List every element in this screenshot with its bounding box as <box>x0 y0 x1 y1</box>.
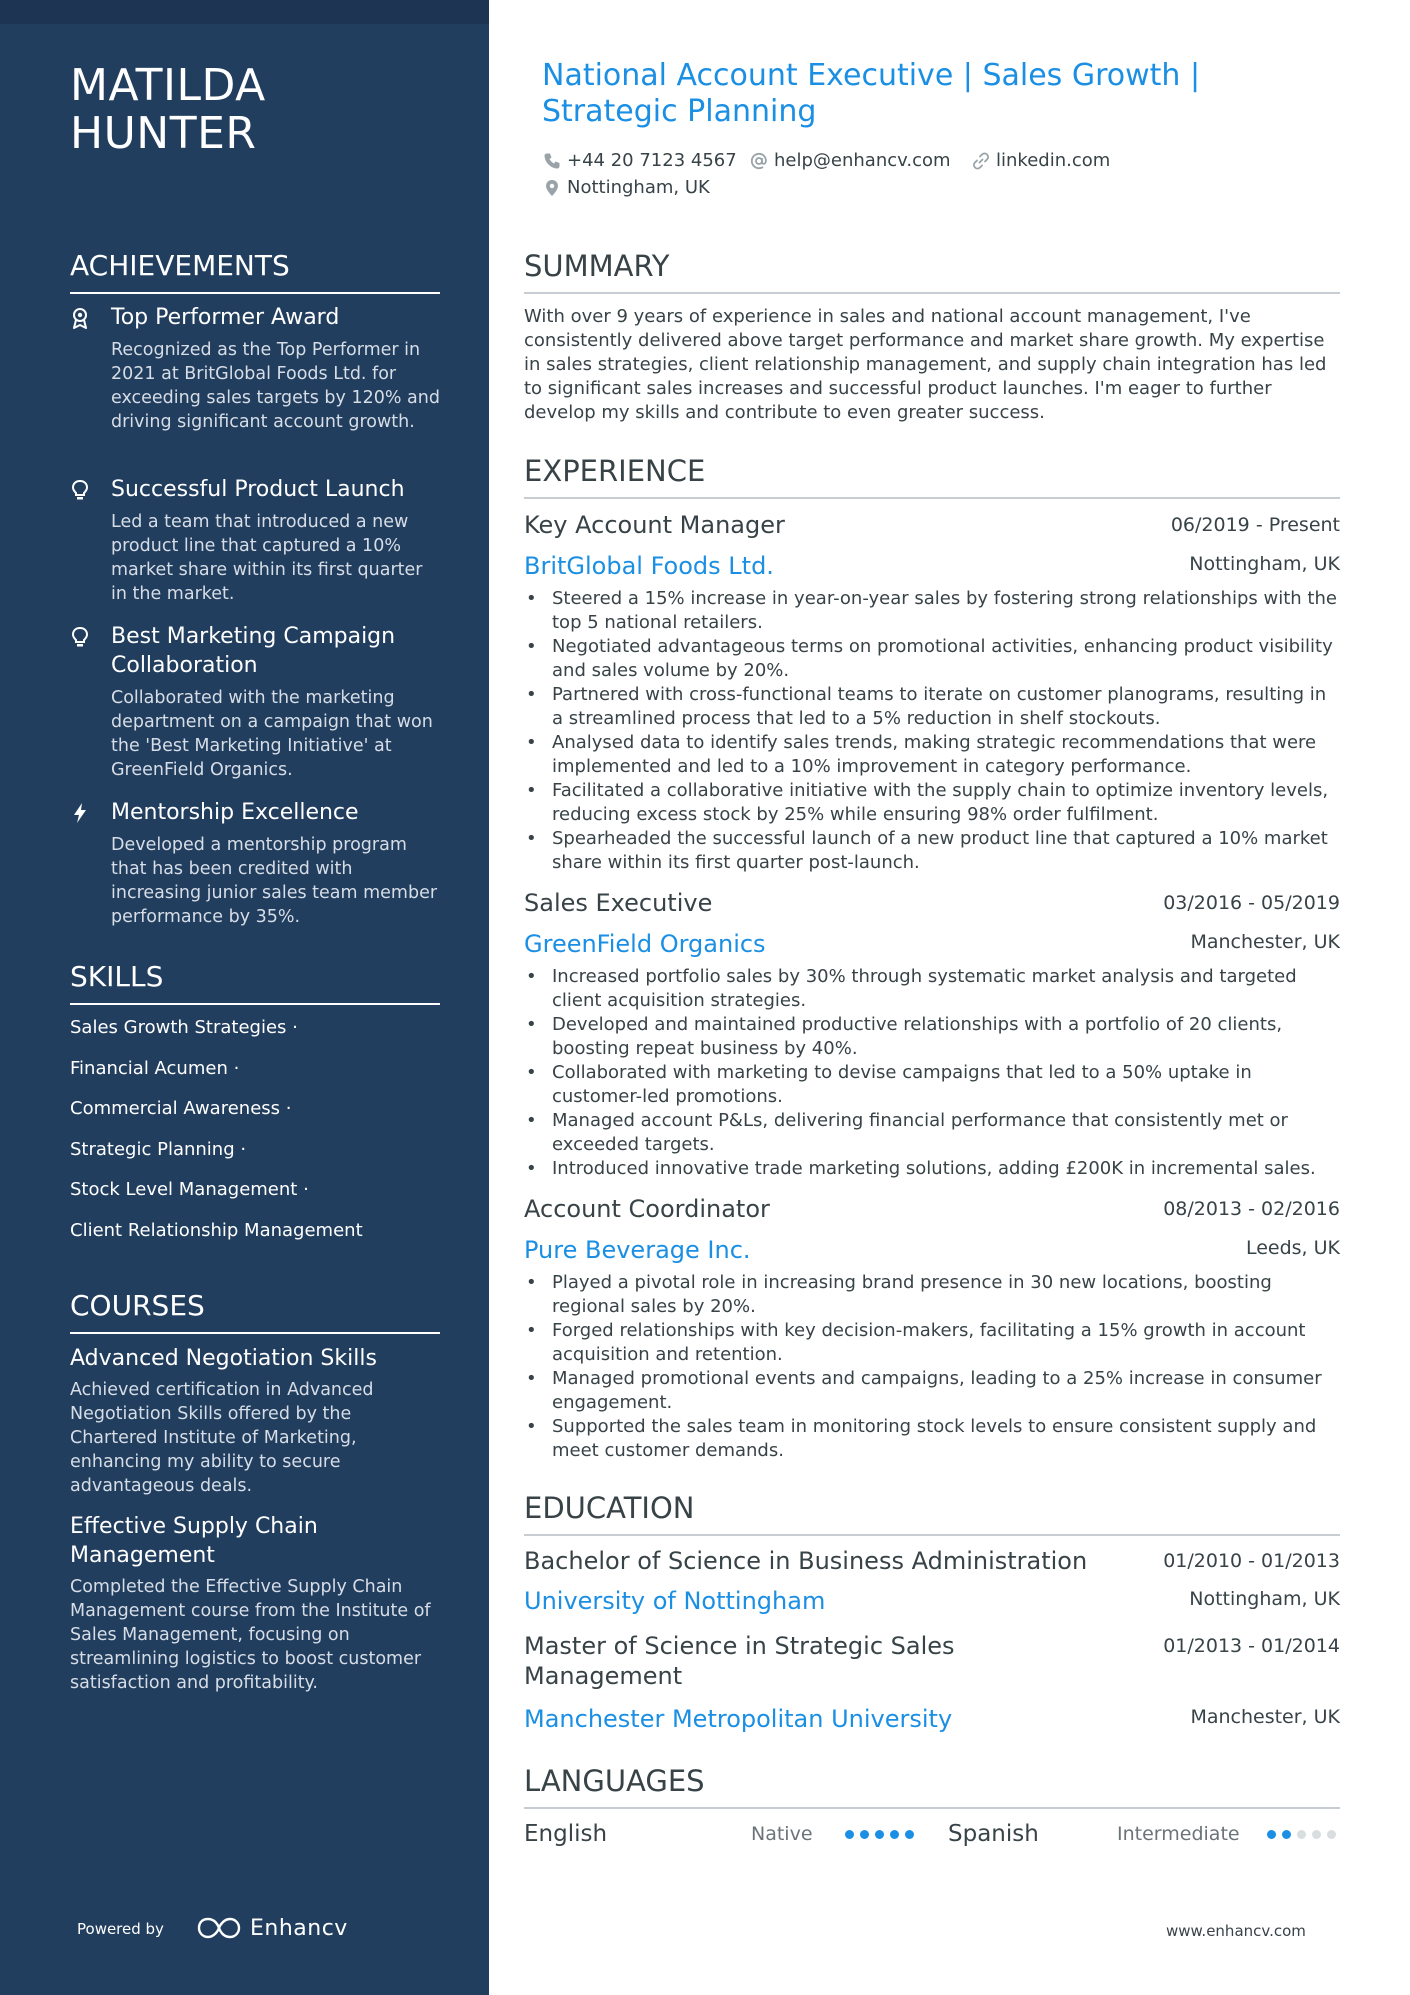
achievement-description: Recognized as the Top Performer in 2021 at BritGlobal Foods Ltd. for exceeding sales targets by 120% and driving significant account growth. <box>111 340 440 432</box>
job-dates: 06/2019 - Present <box>1170 514 1340 536</box>
contact-location <box>543 176 710 200</box>
name-first: MATILDA <box>70 60 266 111</box>
job-title: Sales Executive <box>524 889 713 917</box>
job-bullet: • Managed account P&Ls, delivering financial performance that consistently met or exceeded targets. <box>524 1109 1340 1157</box>
phone-text: +44 20 7123 4567 <box>567 150 737 171</box>
sidebar <box>0 0 489 1995</box>
lightning-icon <box>70 802 90 824</box>
course-description: Achieved certification in Advanced Negotiation Skills offered by the Chartered Institute of Marketing, enhancing my ability to secure advantageous deals. <box>70 1380 374 1496</box>
language-level: Intermediate <box>1117 1823 1240 1845</box>
achievement-item <box>70 475 442 606</box>
award-icon <box>70 307 90 329</box>
job-company: Pure Beverage Inc. <box>524 1236 751 1264</box>
education-degree: Master of Science in Strategic Sales Management <box>524 1632 955 1690</box>
education-degree: Bachelor of Science in Business Administration <box>524 1547 1088 1575</box>
education-heading: EDUCATION <box>524 1491 1340 1536</box>
rating-dot <box>1297 1830 1306 1839</box>
job-title: Account Coordinator <box>524 1195 770 1223</box>
education-location: Manchester, UK <box>1190 1706 1340 1728</box>
skill-item: Commercial Awareness · <box>70 1098 292 1119</box>
job-bullet: • Facilitated a collaborative initiative with the supply chain to optimize inventory levels, reducing excess stock by 25% while ensuring 98% order fulfilment. <box>524 779 1340 827</box>
job-bullets <box>524 965 1340 1181</box>
job-bullet: • Analysed data to identify sales trends, making strategic recommendations that were implemented and led to a 10% improvement in category performance. <box>524 731 1340 779</box>
achievement-item <box>70 798 442 929</box>
languages-heading: LANGUAGES <box>524 1764 1340 1809</box>
job-bullet: • Supported the sales team in monitoring stock levels to ensure consistent supply and meet customer demands. <box>524 1415 1340 1463</box>
job-dates: 08/2013 - 02/2016 <box>1163 1198 1340 1220</box>
job-bullet: • Played a pivotal role in increasing brand presence in 30 new locations, boosting regional sales by 20%. <box>524 1271 1340 1319</box>
achievement-item <box>70 303 442 434</box>
job-company: GreenField Organics <box>524 930 766 958</box>
skill-item: Client Relationship Management <box>70 1220 363 1241</box>
job-bullets <box>524 587 1340 875</box>
courses-heading: COURSES <box>70 1289 440 1334</box>
enhancv-logo[interactable] <box>196 1913 348 1943</box>
education-location: Nottingham, UK <box>1189 1588 1340 1610</box>
linkedin-text: linkedin.com <box>996 150 1111 171</box>
skill-item: Financial Acumen · <box>70 1058 240 1079</box>
enhancv-brand-name: Enhancv <box>250 1915 348 1941</box>
location-text: Nottingham, UK <box>567 177 710 198</box>
education-dates: 01/2010 - 01/2013 <box>1163 1550 1340 1572</box>
achievement-description: Developed a mentorship program that has been credited with increasing junior sales team member performance by 35%. <box>111 835 438 927</box>
job-bullet: • Managed promotional events and campaigns, leading to a 25% increase in consumer engagement. <box>524 1367 1340 1415</box>
experience-heading: EXPERIENCE <box>524 454 1340 499</box>
job-bullet: • Collaborated with marketing to devise campaigns that led to a 50% uptake in customer-led promotions. <box>524 1061 1340 1109</box>
skill-item: Strategic Planning · <box>70 1139 247 1160</box>
course-item <box>70 1512 442 1695</box>
education-school: Manchester Metropolitan University <box>524 1705 953 1733</box>
contact-email[interactable] <box>750 149 951 173</box>
job-bullet: • Spearheaded the successful launch of a new product line that captured a 10% market share within its first quarter post-launch. <box>524 827 1340 875</box>
phone-icon <box>543 152 561 170</box>
language-level: Native <box>751 1823 813 1845</box>
rating-dot <box>845 1830 854 1839</box>
language-rating <box>845 1830 914 1839</box>
skill-item: Stock Level Management · <box>70 1179 309 1200</box>
contact-linkedin[interactable] <box>972 149 1110 173</box>
job-bullet: • Negotiated advantageous terms on promotional activities, enhancing product visibility and sales volume by 20%. <box>524 635 1340 683</box>
lightbulb-icon <box>70 626 90 648</box>
job-location: Nottingham, UK <box>1189 553 1340 575</box>
language-name: Spanish <box>948 1821 1039 1847</box>
lightbulb-icon <box>70 479 90 501</box>
rating-dot <box>890 1830 899 1839</box>
language-item <box>524 1819 914 1849</box>
job-bullet: • Increased portfolio sales by 30% through systematic market analysis and targeted client acquisition strategies. <box>524 965 1340 1013</box>
at-sign-icon <box>750 152 768 170</box>
job-location: Leeds, UK <box>1245 1237 1340 1259</box>
summary-text: With over 9 years of experience in sales and national account management, I've consistently delivered above target performance and market share growth. My expertise in sales strategies, client relationship management, and supply chain integration has led to significant sales increases and successful product launches. I'm eager to further develop my skills and contribute to even greater success. <box>524 306 1327 423</box>
achievement-title: Top Performer Award <box>111 305 340 330</box>
achievement-description: Led a team that introduced a new product line that captured a 10% market share within its first quarter in the market. <box>111 512 423 604</box>
link-icon <box>972 152 990 170</box>
footer-url[interactable]: www.enhancv.com <box>1166 1922 1306 1940</box>
enhancv-logo-icon <box>196 1915 242 1941</box>
rating-dot <box>1282 1830 1291 1839</box>
job-bullet: • Developed and maintained productive relationships with a portfolio of 20 clients, boosting repeat business by 40%. <box>524 1013 1340 1061</box>
rating-dot <box>875 1830 884 1839</box>
achievement-description: Collaborated with the marketing department on a campaign that won the 'Best Marketing Initiative' at GreenField Organics. <box>111 688 433 780</box>
achievement-item <box>70 622 442 782</box>
rating-dot <box>860 1830 869 1839</box>
course-item <box>70 1344 442 1498</box>
location-pin-icon <box>543 179 561 197</box>
job-title: Key Account Manager <box>524 511 785 539</box>
achievement-title: Successful Product Launch <box>111 477 405 502</box>
rating-dot <box>1267 1830 1276 1839</box>
rating-dot <box>1327 1830 1336 1839</box>
achievement-title: Best Marketing Campaign Collaboration <box>111 624 396 678</box>
achievements-heading: ACHIEVEMENTS <box>70 249 440 294</box>
job-location: Manchester, UK <box>1190 931 1340 953</box>
achievement-title: Mentorship Excellence <box>111 800 359 825</box>
course-title: Effective Supply Chain Management <box>70 1514 318 1568</box>
sidebar-top-band <box>0 0 489 24</box>
course-title: Advanced Negotiation Skills <box>70 1346 377 1371</box>
education-dates: 01/2013 - 01/2014 <box>1163 1635 1340 1657</box>
name-last: HUNTER <box>70 108 257 159</box>
job-bullet: • Forged relationships with key decision-makers, facilitating a 15% growth in account acquisition and retention. <box>524 1319 1340 1367</box>
contact-phone[interactable] <box>543 149 737 173</box>
language-rating <box>1267 1830 1336 1839</box>
job-dates: 03/2016 - 05/2019 <box>1163 892 1340 914</box>
job-bullet: • Partnered with cross-functional teams to iterate on customer planograms, resulting in a streamlined process that led to a 5% reduction in shelf stockouts. <box>524 683 1340 731</box>
headline: National Account Executive | Sales Growth | Strategic Planning <box>542 58 1201 129</box>
rating-dot <box>1312 1830 1321 1839</box>
language-name: English <box>524 1821 608 1847</box>
skill-item: Sales Growth Strategies · <box>70 1017 298 1038</box>
powered-by-label: Powered by <box>77 1920 164 1938</box>
language-item <box>948 1819 1340 1849</box>
education-school: University of Nottingham <box>524 1587 826 1615</box>
job-bullets <box>524 1271 1340 1463</box>
job-bullet: • Steered a 15% increase in year-on-year sales by fostering strong relationships with the top 5 national retailers. <box>524 587 1340 635</box>
job-bullet: • Introduced innovative trade marketing solutions, adding £200K in incremental sales. <box>524 1157 1340 1181</box>
job-company: BritGlobal Foods Ltd. <box>524 552 774 580</box>
course-description: Completed the Effective Supply Chain Management course from the Institute of Sales Management, focusing on streamlining logistics to boost customer satisfaction and profitability. <box>70 1577 431 1693</box>
email-text: help@enhancv.com <box>774 150 951 171</box>
rating-dot <box>905 1830 914 1839</box>
skills-heading: SKILLS <box>70 960 440 1005</box>
summary-heading: SUMMARY <box>524 249 1340 294</box>
